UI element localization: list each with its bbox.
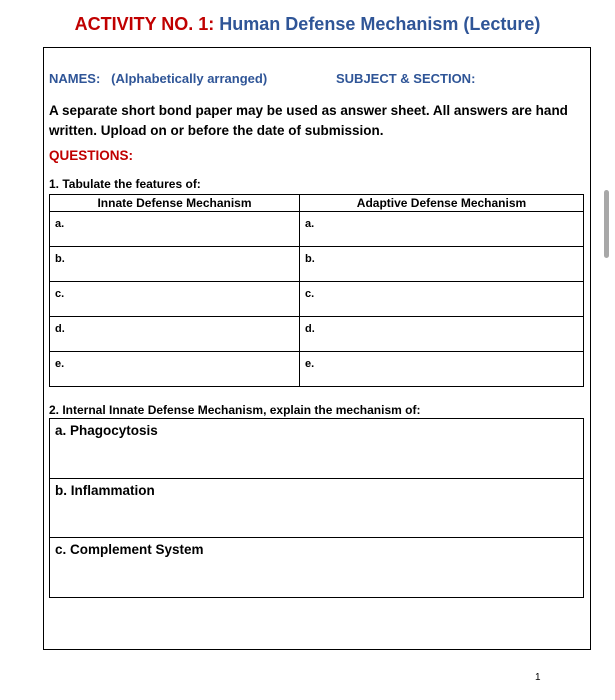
innate-cell: b. bbox=[50, 247, 300, 282]
activity-number: ACTIVITY NO. 1: bbox=[74, 14, 215, 34]
table-row bbox=[50, 282, 584, 317]
table-row bbox=[50, 212, 584, 247]
activity-title bbox=[0, 14, 615, 35]
inflammation-box bbox=[50, 479, 583, 538]
activity-topic: Human Defense Mechanism (Lecture) bbox=[219, 14, 541, 34]
adaptive-cell: e. bbox=[300, 352, 584, 387]
table-row bbox=[50, 317, 584, 352]
names-field bbox=[49, 71, 267, 86]
questions-heading: QUESTIONS: bbox=[49, 148, 134, 163]
table-header-row bbox=[50, 195, 584, 212]
question-1-prompt: 1. Tabulate the features of: bbox=[49, 177, 201, 191]
complement-system-label: c. Complement System bbox=[55, 542, 204, 557]
adaptive-cell: c. bbox=[300, 282, 584, 317]
innate-cell: d. bbox=[50, 317, 300, 352]
complement-system-box bbox=[50, 538, 583, 597]
adaptive-cell: a. bbox=[300, 212, 584, 247]
phagocytosis-box bbox=[50, 419, 583, 479]
adaptive-cell: d. bbox=[300, 317, 584, 352]
subject-section-label: SUBJECT & SECTION: bbox=[336, 71, 476, 86]
names-label: NAMES: bbox=[49, 71, 101, 86]
page-number: 1 bbox=[535, 672, 541, 683]
phagocytosis-label: a. Phagocytosis bbox=[55, 423, 158, 438]
answer-boxes bbox=[49, 418, 584, 598]
scrollbar-thumb[interactable] bbox=[604, 190, 609, 258]
innate-cell: e. bbox=[50, 352, 300, 387]
table-row bbox=[50, 247, 584, 282]
question-2-prompt: 2. Internal Innate Defense Mechanism, explain the mechanism of: bbox=[49, 403, 421, 417]
inflammation-label: b. Inflammation bbox=[55, 483, 155, 498]
adaptive-header: Adaptive Defense Mechanism bbox=[300, 195, 584, 212]
innate-cell: c. bbox=[50, 282, 300, 317]
innate-header: Innate Defense Mechanism bbox=[50, 195, 300, 212]
adaptive-cell: b. bbox=[300, 247, 584, 282]
instructions-text: A separate short bond paper may be used as answer sheet. All answers are hand written. Upload on or before the date of submission. bbox=[49, 103, 568, 138]
features-table bbox=[49, 194, 584, 387]
innate-cell: a. bbox=[50, 212, 300, 247]
table-row bbox=[50, 352, 584, 387]
names-note: (Alphabetically arranged) bbox=[111, 71, 268, 86]
